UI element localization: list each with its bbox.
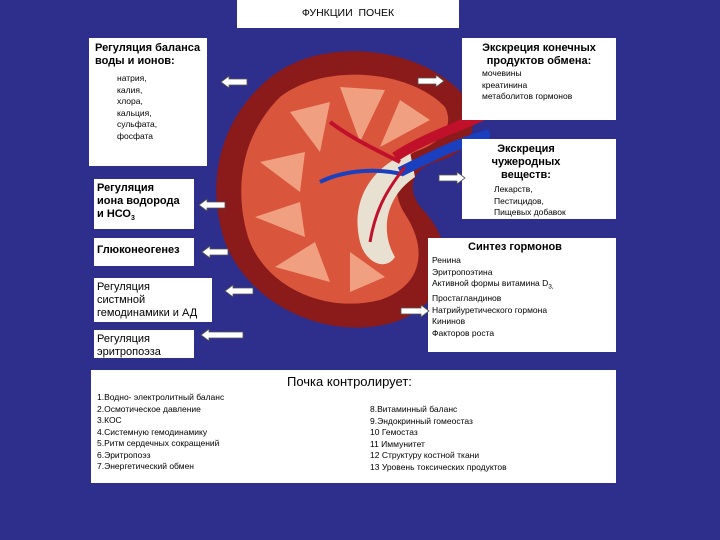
arrow-left-icon — [198, 198, 226, 212]
water-ion-list — [89, 68, 207, 142]
arrow-right-icon — [417, 74, 445, 88]
hemodynamics-box — [94, 278, 212, 322]
hemodynamics-label: Регуляция систмной гемодинамики и АД — [97, 281, 198, 319]
list-item: Активной формы витамина $D_{3,}$ — [432, 278, 554, 291]
list-item: креатинина — [482, 79, 528, 90]
water-ion-title: Регуляция баланса воды и ионов: — [95, 42, 201, 67]
control-title: Почка контролирует: — [287, 374, 412, 389]
list-item: Факторов роста — [432, 327, 495, 338]
list-item: Эритропоэтина — [432, 266, 493, 277]
erythropoiesis-box — [94, 330, 194, 358]
hormone-synthesis-list — [428, 254, 616, 339]
control-list-right — [370, 404, 507, 473]
page-title: ФУНКЦИИ ПОЧЕК — [301, 7, 395, 19]
hormone-synthesis-title: Синтез гормонов — [468, 241, 562, 253]
list-item: 11 Иммунитет — [370, 438, 425, 449]
excretion-end-list — [462, 68, 616, 103]
control-box — [91, 370, 616, 483]
list-item: Пищевых добавок — [494, 207, 566, 217]
list-item: 5.Ритм сердечных сокращений — [97, 438, 220, 448]
arrow-right-icon — [400, 304, 430, 318]
gluconeogenesis-box — [94, 238, 194, 266]
list-item: Простагландинов — [432, 293, 502, 304]
list-item: кальция, — [117, 107, 152, 118]
arrow-right-icon — [438, 171, 466, 185]
list-item: 4.Системную гемодинамику — [97, 426, 208, 437]
list-item: сульфата, — [117, 119, 158, 129]
list-item: 10 Гемостаз — [370, 427, 418, 437]
list-item: хлора, — [117, 96, 143, 106]
list-item: Пестицидов, — [494, 195, 544, 206]
list-item: Лекарств, — [494, 184, 533, 194]
list-item: 8.Витаминный баланс — [370, 404, 458, 414]
list-item: калия, — [117, 84, 143, 95]
arrow-left-icon — [220, 75, 248, 89]
list-item: 9.Эндокринный гомеостаз — [370, 415, 473, 426]
excretion-foreign-box — [462, 139, 616, 219]
hydrogen-ion-label: Регуляция иона водорода и $НСО_3$ — [97, 182, 180, 223]
list-item: 3.КОС — [97, 415, 122, 425]
erythropoiesis-label: Регуляция эритропоэза — [97, 333, 161, 358]
list-item: Ренина — [432, 255, 461, 265]
excretion-end-title: Экскреция конечных продуктов обмена: — [482, 42, 596, 67]
arrow-left-icon — [224, 284, 254, 298]
list-item: метаболитов гормонов — [482, 91, 573, 101]
gluconeogenesis-label: Глюконеогенез — [97, 244, 180, 256]
excretion-foreign-list — [462, 182, 616, 219]
control-list-left — [97, 392, 224, 473]
list-item: фосфата — [117, 130, 154, 141]
excretion-end-box — [462, 38, 616, 120]
arrow-left-icon — [201, 245, 229, 259]
hydrogen-ion-box — [94, 179, 194, 229]
list-item: натрия, — [117, 73, 147, 83]
list-item: 7.Энергетический обмен — [97, 461, 195, 471]
list-item: 1.Водно- электролитный баланс — [97, 392, 225, 402]
hormone-synthesis-box — [428, 238, 616, 352]
list-item: 6.Эритропоэз — [97, 449, 151, 460]
list-item: Натрийуретического гормона — [432, 304, 548, 315]
list-item: 13 Уровень токсических продуктов — [370, 461, 507, 472]
list-item: 12 Структуру костной ткани — [370, 450, 480, 460]
list-item: Кининов — [432, 316, 466, 327]
water-ion-box — [89, 38, 207, 166]
list-item: 2.Осмотическое давление — [97, 403, 201, 414]
list-item: мочевины — [482, 68, 522, 78]
arrow-left-icon — [200, 328, 244, 342]
title-box — [237, 0, 459, 28]
excretion-foreign-title: Экскреция чужеродных веществ: — [491, 143, 561, 181]
